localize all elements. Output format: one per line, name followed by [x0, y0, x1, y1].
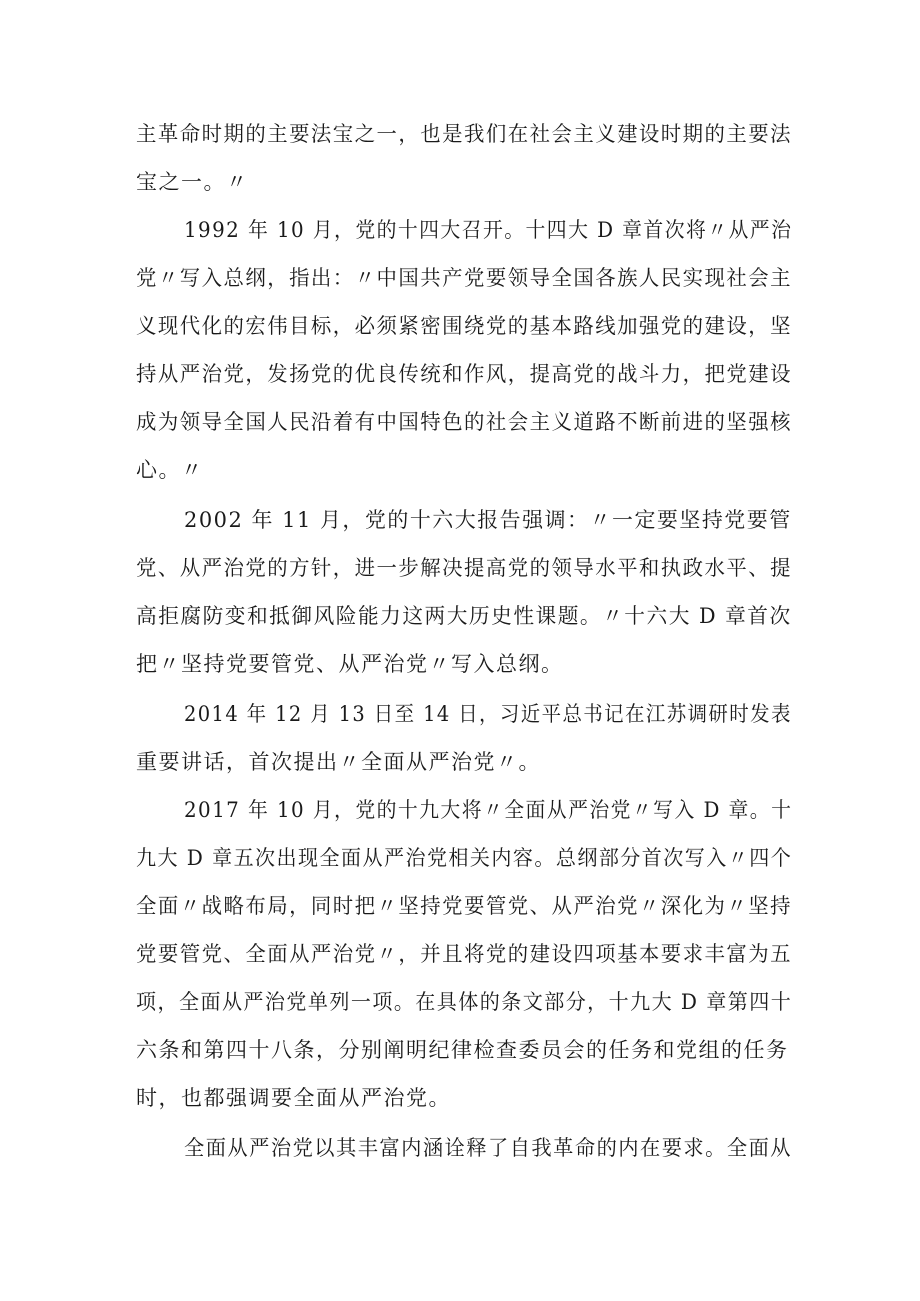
text-line: 党要管党、全面从严治党〃，并且将党的建设四项基本要求丰富为五 — [136, 942, 792, 966]
text-line: 义现代化的宏伟目标，必须紧密围绕党的基本路线加强党的建设，坚 — [136, 314, 792, 338]
text-line: 六条和第四十八条，分别阐明纪律检查委员会的任务和党组的任务 — [136, 1038, 789, 1062]
text-line: 项，全面从严治党单列一项。在具体的条文部分，十九大 D 章第四十 — [136, 990, 793, 1014]
paragraph-start-line: 1992 年 10 月，党的十四大召开。十四大 D 章首次将〃从严治 — [184, 218, 793, 242]
paragraph-start-line: 2014 年 12 月 13 日至 14 日，习近平总书记在江苏调研时发表 — [184, 702, 792, 726]
text-line: 高拒腐防变和抵御风险能力这两大历史性课题。〃十六大 D 章首次 — [136, 604, 792, 628]
text-line: 把〃坚持党要管党、从严治党〃写入总纲。 — [136, 652, 564, 676]
text-line: 党〃写入总纲，指出：〃中国共产党要领导全国各族人民实现社会主 — [136, 266, 792, 290]
paragraph-start-line: 全面从严治党以其丰富内涵诠释了自我革命的内在要求。全面从 — [184, 1136, 792, 1160]
text-line: 宝之一。〃 — [136, 170, 249, 194]
paragraph-start-line: 2017 年 10 月，党的十九大将〃全面从严治党〃写入 D 章。十 — [184, 798, 793, 822]
text-line: 持从严治党，发扬党的优良传统和作风，提高党的战斗力，把党建设 — [136, 362, 792, 386]
paragraph-start-line: 2002 年 11 月，党的十六大报告强调：〃一定要坚持党要管 — [184, 508, 792, 532]
text-line: 党、从严治党的方针，进一步解决提高党的领导水平和执政水平、提 — [136, 556, 792, 580]
text-line: 全面〃战略布局，同时把〃坚持党要管党、从严治党〃深化为〃坚持 — [136, 894, 792, 918]
text-line: 成为领导全国人民沿着有中国特色的社会主义道路不断前进的坚强核 — [136, 410, 792, 434]
text-line: 时，也都强调要全面从严治党。 — [136, 1086, 451, 1110]
text-line: 心。〃 — [136, 458, 204, 482]
text-line: 主革命时期的主要法宝之一，也是我们在社会主义建设时期的主要法 — [136, 122, 792, 146]
text-line: 九大 D 章五次出现全面从严治党相关内容。总纲部分首次写入〃四个 — [136, 846, 793, 870]
text-line: 重要讲话，首次提出〃全面从严治党〃。 — [136, 750, 541, 774]
